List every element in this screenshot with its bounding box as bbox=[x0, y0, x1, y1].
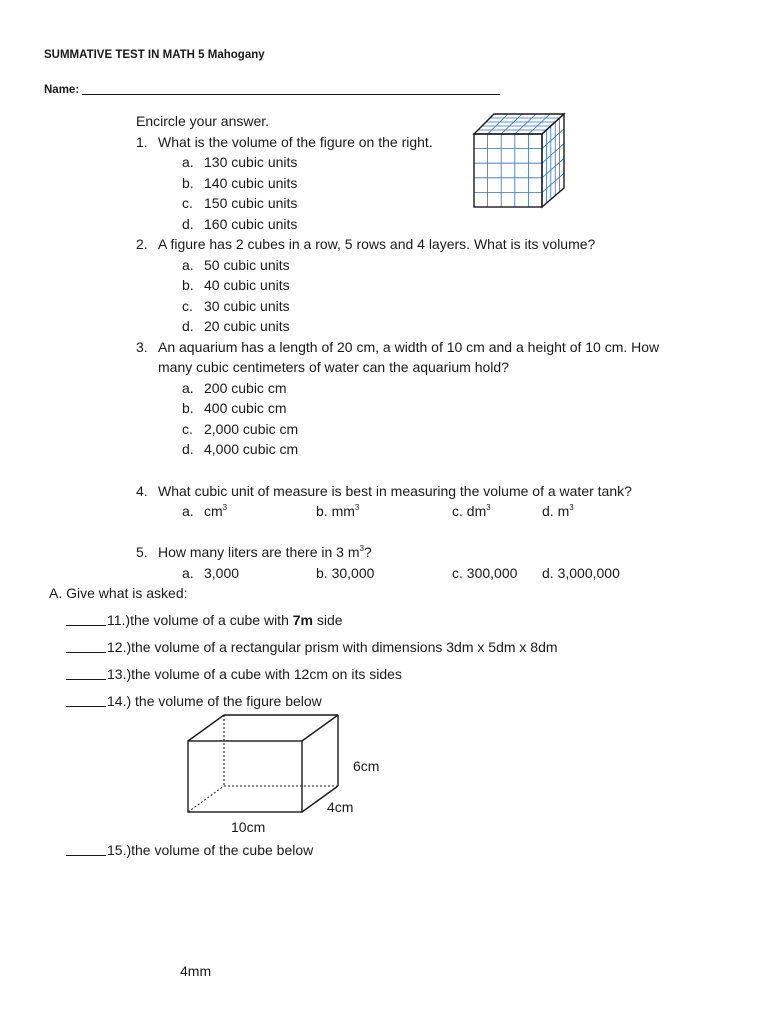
question-text: What is the volume of the figure on the right. bbox=[158, 134, 433, 150]
q4-option-a[interactable]: a. $cm^3$ bbox=[182, 503, 228, 519]
question-1 bbox=[136, 135, 433, 149]
section-a-title: A. Give what is asked: bbox=[49, 585, 188, 601]
q1-option-a[interactable]: a. 130 cubic units bbox=[182, 154, 298, 170]
q5-option-a[interactable]: a. 3,000 bbox=[182, 565, 240, 581]
question-3-line-2: many cubic centimeters of water can the aquarium hold? bbox=[158, 359, 509, 375]
q1-option-b[interactable]: b. 140 cubic units bbox=[182, 175, 298, 191]
name-blank-line[interactable] bbox=[82, 83, 500, 95]
instructions: Encircle your answer. bbox=[136, 113, 270, 129]
q5-option-b[interactable]: b. 30,000 bbox=[316, 565, 375, 581]
q2-option-b[interactable]: b. 40 cubic units bbox=[182, 277, 290, 293]
answer-blank[interactable] bbox=[66, 843, 106, 856]
q3-option-a[interactable]: a. 200 cubic cm bbox=[182, 380, 287, 396]
answer-blank[interactable] bbox=[66, 694, 106, 707]
q1-option-d[interactable]: d. 160 cubic units bbox=[182, 216, 298, 232]
question-2: 2. A figure has 2 cubes in a row, 5 rows and 4 layers. What is its volume? bbox=[136, 236, 596, 252]
q3-option-d[interactable]: d. 4,000 cubic cm bbox=[182, 441, 299, 457]
item-15: 15.)the volume of the cube below bbox=[66, 843, 313, 857]
test-title: SUMMATIVE TEST IN MATH 5 Mahogany bbox=[44, 49, 265, 61]
prism-height-label: 6cm bbox=[353, 758, 380, 774]
q2-option-a[interactable]: a. 50 cubic units bbox=[182, 257, 290, 273]
item-13: 13.)the volume of a cube with 12cm on its sides bbox=[66, 667, 402, 681]
q5-option-c[interactable]: c. 300,000 bbox=[452, 565, 518, 581]
q5-option-d[interactable]: d. 3,000,000 bbox=[542, 565, 620, 581]
question-4: 4. What cubic unit of measure is best in measuring the volume of a water tank? bbox=[136, 483, 632, 499]
prism-depth-label: 4cm bbox=[327, 799, 354, 815]
answer-blank[interactable] bbox=[66, 613, 106, 626]
question-5: 5. How many liters are there in 3 $m^3$? bbox=[136, 544, 372, 560]
rectangular-prism-figure bbox=[184, 712, 344, 816]
answer-blank[interactable] bbox=[66, 640, 106, 653]
q1-option-c[interactable]: c. 150 cubic units bbox=[182, 195, 298, 211]
q2-option-d[interactable]: d. 20 cubic units bbox=[182, 318, 290, 334]
prism-length-label: 10cm bbox=[231, 819, 266, 835]
cube-side-label: 4mm bbox=[180, 963, 212, 979]
q3-option-c[interactable]: c. 2,000 cubic cm bbox=[182, 421, 299, 437]
grid-cube-figure bbox=[470, 110, 570, 210]
answer-blank[interactable] bbox=[66, 667, 106, 680]
q4-option-b[interactable]: b. $mm^3$ bbox=[316, 503, 360, 519]
name-field-row bbox=[44, 83, 500, 97]
item-14: 14.) the volume of the figure below bbox=[66, 694, 322, 708]
q2-option-c[interactable]: c. 30 cubic units bbox=[182, 298, 290, 314]
question-3: 3. An aquarium has a length of 20 cm, a width of 10 cm and a height of 10 cm. How bbox=[136, 339, 660, 355]
item-11: 11.)the volume of a cube with 7m side bbox=[66, 613, 343, 627]
item-12: 12.)the volume of a rectangular prism with dimensions 3dm x 5dm x 8dm bbox=[66, 640, 558, 654]
q3-option-b[interactable]: b. 400 cubic cm bbox=[182, 400, 287, 416]
q4-option-c[interactable]: c. $dm^3$ bbox=[452, 503, 491, 519]
name-label: Name: bbox=[44, 84, 80, 96]
q4-option-d[interactable]: d. $m^3$ bbox=[542, 503, 574, 519]
question-number: 1. bbox=[136, 134, 148, 150]
